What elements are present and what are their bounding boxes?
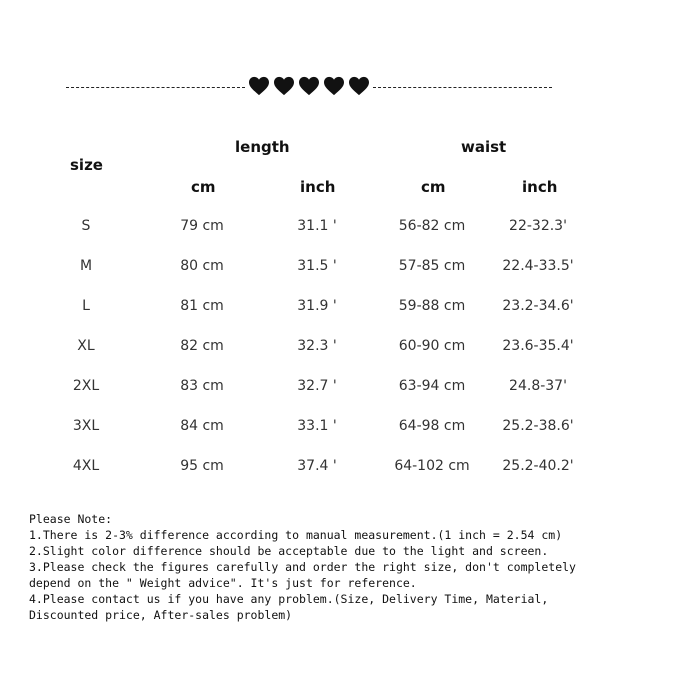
size-column-header: size xyxy=(70,156,103,174)
waist-cm-cell: 64-98 cm xyxy=(398,418,466,434)
waist-inch-cell: 25.2-40.2' xyxy=(502,458,574,474)
table-row xyxy=(40,458,620,498)
waist-inch-cell: 22-32.3' xyxy=(509,218,567,234)
note-line: 3.Please check the figures carefully and order the right size, don't completely xyxy=(29,560,576,574)
length-inch-cell: 31.5 ' xyxy=(297,258,337,274)
waist-group-header: waist xyxy=(461,138,507,156)
waist-cm-cell: 56-82 cm xyxy=(398,218,466,234)
decorative-divider xyxy=(66,74,552,98)
length-cm-cell: 84 cm xyxy=(180,418,224,434)
note-line: 4.Please contact us if you have any problem.(Size, Delivery Time, Material, xyxy=(29,592,549,606)
waist-cm-cell: 60-90 cm xyxy=(398,338,466,354)
waist-inch-cell: 24.8-37' xyxy=(509,378,567,394)
heart-icon xyxy=(323,76,345,96)
waist-inch-cell: 23.6-35.4' xyxy=(502,338,574,354)
waist-cm-header: cm xyxy=(421,178,446,196)
length-inch-cell: 31.9 ' xyxy=(297,298,337,314)
dashed-line-right xyxy=(373,87,552,88)
dashed-line-left xyxy=(66,87,245,88)
length-cm-cell: 80 cm xyxy=(180,258,224,274)
table-row xyxy=(40,338,620,378)
hearts-group xyxy=(245,76,373,96)
length-group-header: length xyxy=(235,138,290,156)
heart-icon xyxy=(248,76,270,96)
size-cell: XL xyxy=(77,338,95,354)
size-cell: S xyxy=(81,218,91,234)
length-inch-cell: 37.4 ' xyxy=(297,458,337,474)
length-cm-cell: 82 cm xyxy=(180,338,224,354)
notes-heading: Please Note: xyxy=(29,512,113,526)
table-row xyxy=(40,378,620,418)
table-row xyxy=(40,418,620,458)
length-inch-cell: 33.1 ' xyxy=(297,418,337,434)
size-cell: 3XL xyxy=(72,418,100,434)
length-cm-cell: 79 cm xyxy=(180,218,224,234)
note-line: Discounted price, After-sales problem) xyxy=(29,608,293,622)
table-row xyxy=(40,258,620,298)
notes-section xyxy=(29,511,629,623)
length-inch-cell: 32.3 ' xyxy=(297,338,337,354)
size-cell: L xyxy=(82,298,90,314)
waist-inch-cell: 25.2-38.6' xyxy=(502,418,574,434)
size-cell: 4XL xyxy=(72,458,100,474)
waist-cm-cell: 59-88 cm xyxy=(398,298,466,314)
waist-inch-cell: 22.4-33.5' xyxy=(502,258,574,274)
waist-cm-cell: 63-94 cm xyxy=(398,378,466,394)
heart-icon xyxy=(298,76,320,96)
size-cell: 2XL xyxy=(72,378,100,394)
length-cm-header: cm xyxy=(191,178,216,196)
table-row xyxy=(40,298,620,338)
waist-cm-cell: 57-85 cm xyxy=(398,258,466,274)
note-line: 1.There is 2-3% difference according to manual measurement.(1 inch = 2.54 cm) xyxy=(29,528,563,542)
length-inch-cell: 31.1 ' xyxy=(297,218,337,234)
size-cell: M xyxy=(79,258,93,274)
length-cm-cell: 81 cm xyxy=(180,298,224,314)
length-cm-cell: 95 cm xyxy=(180,458,224,474)
note-line: 2.Slight color difference should be acceptable due to the light and screen. xyxy=(29,544,549,558)
waist-inch-cell: 23.2-34.6' xyxy=(502,298,574,314)
waist-inch-header: inch xyxy=(522,178,558,196)
length-cm-cell: 83 cm xyxy=(180,378,224,394)
heart-icon xyxy=(273,76,295,96)
heart-icon xyxy=(348,76,370,96)
note-line: depend on the " Weight advice". It's just for reference. xyxy=(29,576,417,590)
length-inch-header: inch xyxy=(300,178,336,196)
table-row xyxy=(40,218,620,258)
length-inch-cell: 32.7 ' xyxy=(297,378,337,394)
waist-cm-cell: 64-102 cm xyxy=(394,458,470,474)
